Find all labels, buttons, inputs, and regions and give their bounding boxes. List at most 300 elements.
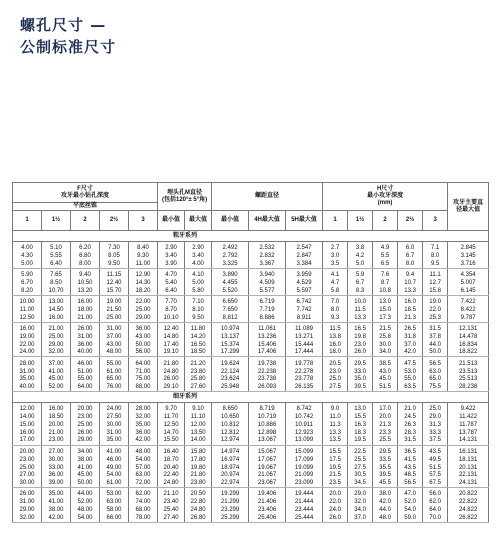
table-cell: 39.00 [42, 480, 71, 488]
table-cell: 5.90 [13, 272, 42, 280]
table-cell: 20.131 [448, 464, 489, 472]
h-unit: (mm) [377, 200, 393, 206]
table-row [13, 368, 489, 376]
table-cell: 47.5 [398, 360, 423, 368]
table-cell: 21.299 [212, 499, 249, 507]
f-col-1: 1 [13, 211, 42, 231]
table-cell: 19.099 [286, 464, 323, 472]
p-col-min: 最小值 [212, 211, 249, 231]
table-cell: 6.742 [286, 299, 323, 307]
table-cell: 24.00 [100, 406, 129, 414]
table-cell: 48.00 [100, 349, 129, 357]
table-cell: 21.10 [158, 491, 185, 499]
table-cell: 8.422 [448, 307, 489, 315]
table-cell: 10.0 [348, 299, 373, 307]
m-col-min: 最小值 [158, 211, 185, 231]
table-cell: 5.80 [185, 287, 212, 295]
table-cell: 27.00 [13, 472, 42, 480]
table-row [13, 472, 489, 480]
table-cell: 9.4 [398, 272, 423, 280]
table-cell: 15.50 [158, 437, 185, 445]
table-cell: 18.50 [185, 349, 212, 357]
table-cell: 32.0 [348, 499, 373, 507]
table-cell: 11.061 [249, 326, 286, 334]
table-cell: 24.00 [13, 349, 42, 357]
table-cell: 27.5 [348, 464, 373, 472]
table-cell: 12.131 [448, 326, 489, 334]
major-diameter-header: 攻牙主要直径最大值 [448, 183, 489, 231]
table-cell: 26.135 [286, 384, 323, 392]
table-cell: 21.406 [249, 499, 286, 507]
table-cell: 29.10 [158, 384, 185, 392]
table-cell: 23.0 [348, 341, 373, 349]
table-cell: 46.00 [100, 456, 129, 464]
table-cell: 4.00 [13, 245, 42, 253]
table-cell: 24.80 [158, 480, 185, 488]
table-cell: 28.3 [398, 429, 423, 437]
table-cell: 25.5 [373, 437, 398, 445]
table-cell: 38.00 [42, 507, 71, 515]
table-cell: 12.7 [423, 280, 448, 288]
table-cell: 64.00 [71, 384, 100, 392]
table-cell: 9.10 [185, 406, 212, 414]
table-cell: 19.8 [348, 333, 373, 341]
table-cell: 21.3 [398, 314, 423, 322]
table-cell: 14.00 [185, 437, 212, 445]
table-cell: 5.55 [42, 253, 71, 261]
table-cell: 26.0 [323, 514, 348, 522]
table-row [13, 414, 489, 422]
table-cell: 45.5 [373, 480, 398, 488]
m-col-max: 最大值 [185, 211, 212, 231]
pitch-diameter-header: 螺距直径 [212, 183, 323, 211]
table-cell: 8.05 [100, 253, 129, 261]
table-cell: 6.20 [71, 245, 100, 253]
table-cell: 30.00 [100, 422, 129, 430]
table-cell: 18.70 [158, 456, 185, 464]
table-cell: 8.7 [373, 280, 398, 288]
table-row [13, 360, 489, 368]
table-cell: 16.00 [13, 326, 42, 334]
table-cell: 13.271 [286, 333, 323, 341]
table-cell: 47.0 [398, 491, 423, 499]
table-cell: 9.3 [323, 314, 348, 322]
table-cell: 8.0 [398, 261, 423, 269]
table-cell: 23.444 [286, 507, 323, 515]
table-cell: 19.10 [158, 349, 185, 357]
table-cell: 13.067 [249, 437, 286, 445]
table-cell: 42.00 [129, 437, 158, 445]
table-cell: 8.50 [42, 280, 71, 288]
table-cell: 33.00 [42, 464, 71, 472]
table-cell: 2.90 [185, 245, 212, 253]
table-cell: 7.650 [212, 307, 249, 315]
table-cell: 19.80 [185, 464, 212, 472]
table-cell: 54.0 [398, 507, 423, 515]
table-cell: 26.3 [398, 422, 423, 430]
table-cell: 25.299 [212, 514, 249, 522]
table-cell: 12.50 [158, 422, 185, 430]
f-subtitle: 攻牙最小钻孔深度 [61, 192, 110, 199]
table-cell: 74.00 [129, 499, 158, 507]
table-cell: 30.00 [13, 480, 42, 488]
table-cell: 63.00 [129, 472, 158, 480]
table-cell: 7.65 [42, 272, 71, 280]
table-cell: 62.0 [423, 499, 448, 507]
table-row [13, 491, 489, 499]
table-cell: 56.5 [423, 360, 448, 368]
table-cell: 6.40 [42, 261, 71, 269]
table-cell: 20.00 [42, 422, 71, 430]
table-cell: 34.5 [348, 480, 373, 488]
table-cell: 20.0 [373, 414, 398, 422]
table-cell: 54.00 [129, 456, 158, 464]
table-cell: 16.00 [42, 406, 71, 414]
table-row [13, 376, 489, 384]
table-cell: 62.00 [129, 491, 158, 499]
table-cell: 7.70 [158, 299, 185, 307]
table-cell: 10.50 [71, 280, 100, 288]
table-cell: 55.0 [398, 376, 423, 384]
table-cell: 24.80 [185, 507, 212, 515]
table-cell: 18.974 [212, 464, 249, 472]
table-cell: 27.60 [185, 384, 212, 392]
table-cell: 14.80 [158, 333, 185, 341]
table-cell: 15.067 [249, 449, 286, 457]
table-cell: 12.50 [13, 314, 42, 322]
table-row [13, 437, 489, 445]
table-cell: 13.0 [348, 406, 373, 414]
table-cell: 28.238 [448, 384, 489, 392]
table-cell: 11.70 [158, 414, 185, 422]
table-cell: 11.15 [100, 272, 129, 280]
table-cell: 48.0 [373, 514, 398, 522]
table-cell: 25.80 [185, 376, 212, 384]
table-cell: 30.00 [42, 456, 71, 464]
table-cell: 51.00 [71, 368, 100, 376]
table-cell: 3.325 [212, 261, 249, 269]
table-cell: 19.444 [286, 491, 323, 499]
table-cell: 25.40 [158, 507, 185, 515]
table-cell: 12.40 [158, 326, 185, 334]
table-cell: 25.00 [42, 333, 71, 341]
table-cell: 23.0 [323, 368, 348, 376]
table-cell: 65.00 [100, 376, 129, 384]
table-cell: 7.30 [100, 245, 129, 253]
table-row [13, 499, 489, 507]
table-cell: 22.5 [348, 449, 373, 457]
table-cell: 55.00 [100, 360, 129, 368]
m-dimension-header [158, 183, 212, 211]
table-cell: 5.00 [13, 261, 42, 269]
table-cell: 19.00 [13, 333, 42, 341]
table-cell: 41.00 [42, 499, 71, 507]
section-row [13, 392, 489, 403]
table-cell: 17.444 [286, 349, 323, 357]
h-col-1: 1 [323, 211, 348, 231]
table-cell: 21.5 [323, 472, 348, 480]
table-cell: 17.406 [249, 349, 286, 357]
table-cell: 11.5 [323, 326, 348, 334]
table-cell: 10.974 [212, 326, 249, 334]
table-cell: 21.80 [185, 472, 212, 480]
table-cell: 14.20 [185, 333, 212, 341]
table-cell: 56.5 [398, 480, 423, 488]
table-cell: 19.624 [212, 360, 249, 368]
table-cell: 28.00 [13, 360, 42, 368]
table-cell: 23.099 [286, 480, 323, 488]
table-cell: 19.738 [249, 360, 286, 368]
table-cell: 22.00 [13, 341, 42, 349]
table-cell: 11.5 [348, 307, 373, 315]
table-cell: 54.00 [100, 472, 129, 480]
table-cell: 50.0 [423, 349, 448, 357]
table-cell: 61.00 [100, 368, 129, 376]
table-cell: 10.8 [373, 287, 398, 295]
table-cell: 25.00 [71, 422, 100, 430]
table-cell: 22.80 [185, 499, 212, 507]
table-cell: 46.00 [71, 360, 100, 368]
table-cell: 6.650 [212, 299, 249, 307]
table-cell: 23.067 [249, 480, 286, 488]
table-cell: 88.00 [129, 384, 158, 392]
table-cell: 12.923 [286, 429, 323, 437]
table-cell: 29.00 [71, 437, 100, 445]
table-cell: 6.7 [398, 253, 423, 261]
table-cell: 12.00 [13, 406, 42, 414]
table-cell: 20.974 [212, 472, 249, 480]
table-cell: 18.00 [71, 307, 100, 315]
table-cell: 13.50 [185, 429, 212, 437]
table-row [13, 314, 489, 322]
table-cell: 32.00 [42, 349, 71, 357]
f-subheader: 平底丝锥 [13, 203, 158, 211]
table-row [13, 245, 489, 253]
table-cell: 23.00 [13, 456, 42, 464]
table-cell: 2.832 [249, 253, 286, 261]
table-cell: 15.5 [348, 414, 373, 422]
table-cell: 3.367 [249, 261, 286, 269]
table-cell: 41.00 [71, 464, 100, 472]
table-cell: 68.00 [129, 507, 158, 515]
table-cell: 52.00 [42, 384, 71, 392]
table-cell: 5.577 [249, 287, 286, 295]
table-cell: 22.00 [129, 299, 158, 307]
table-cell: 9.787 [448, 314, 489, 322]
table-cell: 2.845 [448, 245, 489, 253]
table-cell: 5.00 [185, 280, 212, 288]
table-cell: 13.3 [398, 287, 423, 295]
table-cell: 19.00 [100, 299, 129, 307]
table-cell: 43.5 [423, 449, 448, 457]
table-cell: 25.00 [100, 314, 129, 322]
table-cell: 24.0 [323, 507, 348, 515]
f-col-5: 3 [129, 211, 158, 231]
table-cell: 40.00 [71, 349, 100, 357]
table-cell: 22.238 [249, 368, 286, 376]
table-cell: 8.70 [158, 307, 185, 315]
table-cell: 75.5 [423, 384, 448, 392]
table-cell: 16.00 [13, 429, 42, 437]
table-cell: 13.787 [448, 429, 489, 437]
table-cell: 3.90 [158, 261, 185, 269]
table-cell: 42.0 [398, 349, 423, 357]
table-cell: 15.70 [100, 287, 129, 295]
table-cell: 17.80 [185, 456, 212, 464]
table-cell: 24.5 [398, 414, 423, 422]
table-cell: 50.00 [129, 341, 158, 349]
table-cell: 63.00 [100, 499, 129, 507]
table-cell: 6.80 [71, 253, 100, 261]
table-cell: 22.40 [158, 472, 185, 480]
table-cell: 11.80 [185, 326, 212, 334]
table-cell: 17.5 [323, 456, 348, 464]
table-cell: 16.00 [42, 314, 71, 322]
table-cell: 27.40 [158, 514, 185, 522]
table-body [13, 231, 489, 523]
table-cell: 34.0 [348, 507, 373, 515]
table-cell: 34.00 [71, 449, 100, 457]
page-subtitle: 公制标准尺寸 [20, 38, 117, 56]
table-cell: 3.8 [348, 245, 373, 253]
table-cell: 5.9 [348, 272, 373, 280]
table-cell: 56.0 [423, 491, 448, 499]
table-cell: 7.6 [373, 272, 398, 280]
table-cell: 23.5 [323, 480, 348, 488]
table-cell: 4.354 [448, 272, 489, 280]
table-cell: 35.00 [100, 437, 129, 445]
table-cell: 23.40 [158, 499, 185, 507]
table-cell: 38.5 [373, 360, 398, 368]
table-cell: 15.406 [249, 341, 286, 349]
table-cell: 11.00 [13, 307, 42, 315]
table-cell: 17.067 [249, 456, 286, 464]
table-cell: 8.911 [286, 314, 323, 322]
table-row [13, 333, 489, 341]
table-cell: 21.00 [71, 314, 100, 322]
table-cell: 25.948 [212, 384, 249, 392]
table-cell: 37.00 [100, 333, 129, 341]
table-cell: 58.00 [100, 507, 129, 515]
table-cell: 41.00 [42, 368, 71, 376]
table-cell: 12.40 [100, 280, 129, 288]
table-row [13, 480, 489, 488]
page-title: 螺孔尺寸 — [20, 16, 107, 34]
section-label: 细牙系列 [13, 392, 489, 403]
table-cell: 64.0 [423, 507, 448, 515]
table-cell: 4.9 [373, 245, 398, 253]
table-cell: 5.10 [42, 245, 71, 253]
m-title: 埋头孔M直径 [167, 189, 203, 196]
table-cell: 16.974 [212, 456, 249, 464]
table-cell: 51.5 [423, 464, 448, 472]
table-cell: 23.778 [286, 376, 323, 384]
table-cell: 25.8 [373, 333, 398, 341]
table-cell: 32.00 [13, 514, 42, 522]
table-cell: 3.959 [286, 272, 323, 280]
table-cell: 12.00 [185, 422, 212, 430]
h-col-4: 2½ [398, 211, 423, 231]
m-subtitle: (包括120°± 5°角) [161, 196, 208, 203]
table-cell: 78.00 [129, 514, 158, 522]
table-cell: 37.0 [398, 341, 423, 349]
table-cell: 23.80 [185, 480, 212, 488]
table-cell: 4.00 [185, 261, 212, 269]
table-cell: 35.00 [42, 491, 71, 499]
table-cell: 21.3 [373, 422, 398, 430]
table-cell: 26.822 [448, 514, 489, 522]
table-cell: 21.099 [286, 472, 323, 480]
table-cell: 13.0 [373, 299, 398, 307]
table-cell: 50.00 [71, 480, 100, 488]
table-cell: 11.422 [448, 414, 489, 422]
table-row [13, 456, 489, 464]
table-cell: 2.847 [286, 253, 323, 261]
table-cell: 64.00 [129, 360, 158, 368]
table-cell: 16.834 [448, 341, 489, 349]
table-cell: 8.886 [249, 314, 286, 322]
table-cell: 7.422 [448, 299, 489, 307]
table-cell: 8.650 [212, 406, 249, 414]
table-cell: 25.0 [323, 376, 348, 384]
h-col-3: 2 [373, 211, 398, 231]
table-cell: 56.00 [129, 349, 158, 357]
table-cell: 7.742 [286, 307, 323, 315]
table-cell: 44.0 [373, 507, 398, 515]
table-cell: 13.5 [323, 437, 348, 445]
table-cell: 21.80 [158, 360, 185, 368]
table-cell: 35.00 [129, 422, 158, 430]
table-cell: 39.5 [348, 384, 373, 392]
table-cell: 13.236 [249, 333, 286, 341]
table-cell: 5.8 [323, 287, 348, 295]
table-cell: 53.0 [398, 368, 423, 376]
thread-hole-size-table [12, 182, 489, 523]
table-cell: 14.974 [212, 449, 249, 457]
table-cell: 14.30 [129, 280, 158, 288]
table-cell: 2.90 [158, 245, 185, 253]
table-cell: 19.5 [323, 464, 348, 472]
table-cell: 26.00 [13, 491, 42, 499]
table-cell: 72.00 [129, 480, 158, 488]
table-cell: 31.00 [13, 368, 42, 376]
table-cell: 2.7 [323, 245, 348, 253]
table-row [13, 287, 489, 295]
table-cell: 26.00 [71, 326, 100, 334]
table-cell: 26.80 [185, 514, 212, 522]
table-cell: 38.00 [71, 456, 100, 464]
table-cell: 10.886 [249, 422, 286, 430]
table-cell: 13.3 [323, 429, 348, 437]
section-label: 粗牙系列 [13, 231, 489, 242]
table-cell: 17.099 [286, 456, 323, 464]
table-cell: 13.00 [42, 299, 71, 307]
table-cell: 25.513 [448, 376, 489, 384]
table-cell: 61.00 [100, 480, 129, 488]
table-cell: 21.20 [185, 360, 212, 368]
table-cell: 33.3 [423, 429, 448, 437]
table-cell: 6.40 [158, 287, 185, 295]
table-cell: 3.40 [158, 253, 185, 261]
table-cell: 31.00 [71, 333, 100, 341]
table-cell: 31.5 [398, 437, 423, 445]
table-cell: 21.444 [286, 499, 323, 507]
table-row [13, 507, 489, 515]
table-cell: 20.40 [158, 464, 185, 472]
table-cell: 4.70 [158, 272, 185, 280]
table-cell: 18.0 [323, 349, 348, 357]
table-cell: 4.7 [323, 280, 348, 288]
